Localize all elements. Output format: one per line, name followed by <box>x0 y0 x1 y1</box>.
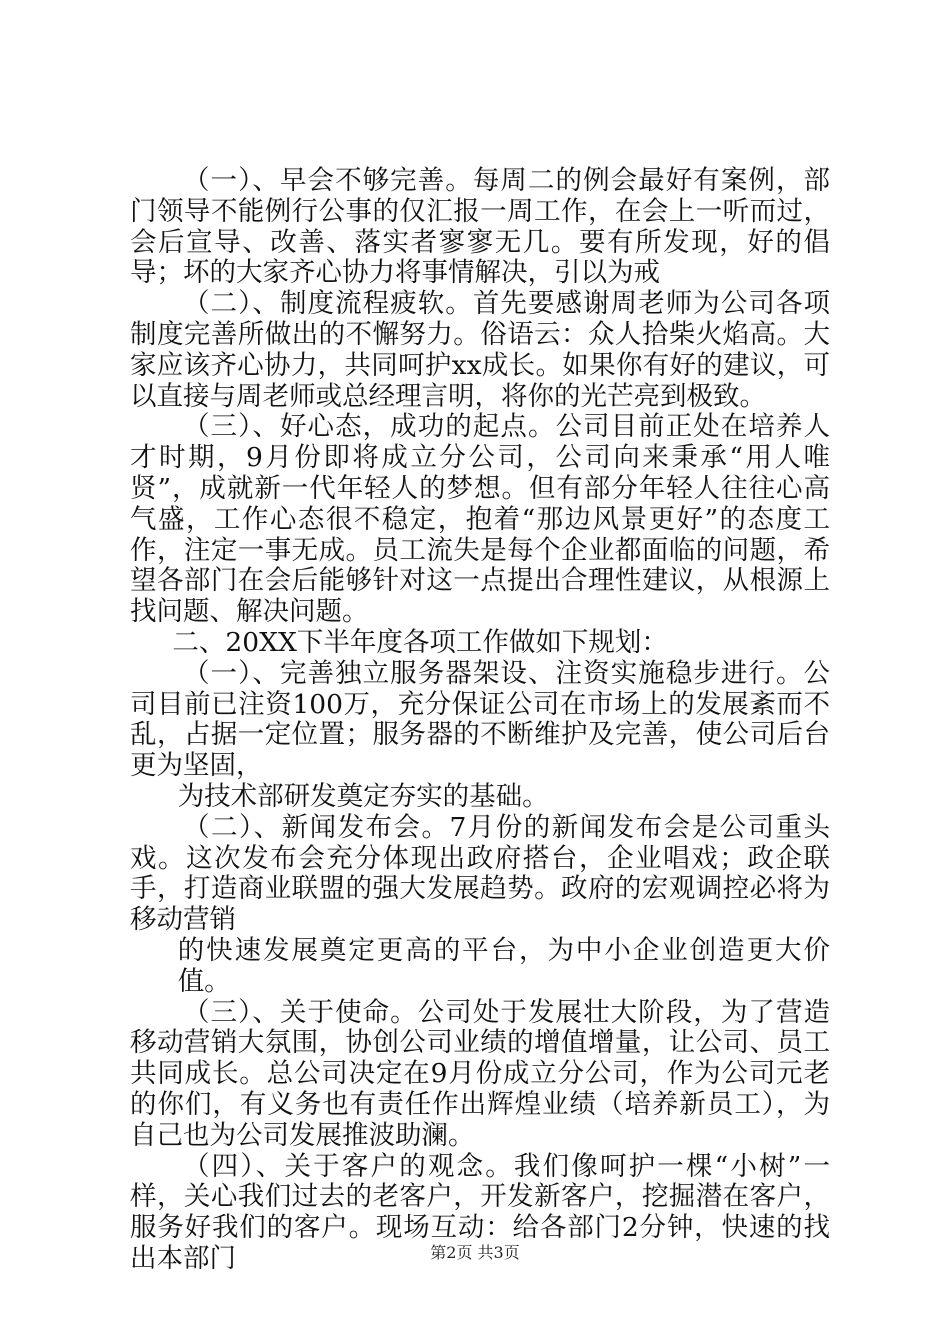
paragraph-press-conference-continued: 的快速发展奠定更高的平台，为中小企业创造更大价值。 <box>177 934 830 997</box>
paragraph-mission: （三）、关于使命。公司处于发展壮大阶段，为了营造移动营销大氛围，协创公司业绩的增值增量，让公司、员工共同成长。总公司决定在9月份成立分公司，作为公司元老的你们，有义务也有责任作出辉煌业绩（培养新员工），为自己也为公司发展推波助澜。 <box>130 996 830 1151</box>
paragraph-press-conference: （二）、新闻发布会。7月份的新闻发布会是公司重头戏。这次发布会充分体现出政府搭台，企业唱戏；政企联手，打造商业联盟的强大发展趋势。政府的宏观调控必将为移动营销 <box>130 811 830 936</box>
paragraph-process: （二）、制度流程疲软。首先要感谢周老师为公司各项制度完善所做出的不懈努力。俗语云：众人拾柴火焰高。大家应该齐心协力，共同呵护xx成长。如果你有好的建议，可以直接与周老师或总经理言明，将你的光芒亮到极致。 <box>130 288 830 412</box>
section-heading-plan: 二、20XX下半年度各项工作做如下规划： <box>172 626 668 658</box>
page-number-footer: 第2页 共3页 <box>430 1243 520 1262</box>
paragraph-morning-meeting: （一）、早会不够完善。每周二的例会最好有案例，部门领导不能例行公事的仅汇报一周工作，在会上一听而过，会后宣导、改善、落实者寥寥无几。要有所发现，好的倡导；坏的大家齐心协力将事情解决，引以为戒 <box>130 165 830 289</box>
paragraph-customer: （四）、关于客户的观念。我们像呵护一棵“小树”一样，关心我们过去的老客户，开发新客户，挖掘潜在客户，服务好我们的客户。现场互动：给各部门2分钟，快速的找出本部门 <box>130 1150 830 1274</box>
paragraph-server-continued: 为技术部研发奠定夯实的基础。 <box>177 780 549 812</box>
paragraph-server: （一）、完善独立服务器架设、注资实施稳步进行。公司目前已注资100万，充分保证公司在市场上的发展紊而不乱，占据一定位置；服务器的不断维护及完善，使公司后台更为坚固， <box>130 657 830 782</box>
paragraph-mindset: （三）、好心态，成功的起点。公司目前正处在培养人才时期，9月份即将成立分公司，公司向来秉承“用人唯贤”，成就新一代年轻人的梦想。但有部分年轻人往往心高气盛，工作心态很不稳定，抱着“那边风景更好”的态度工作，注定一事无成。员工流失是每个企业都面临的问题，希望各部门在会后能够针对这一点提出合理性建议，从根源上找问题、解决问题。 <box>130 411 830 628</box>
document-body <box>130 166 830 1275</box>
